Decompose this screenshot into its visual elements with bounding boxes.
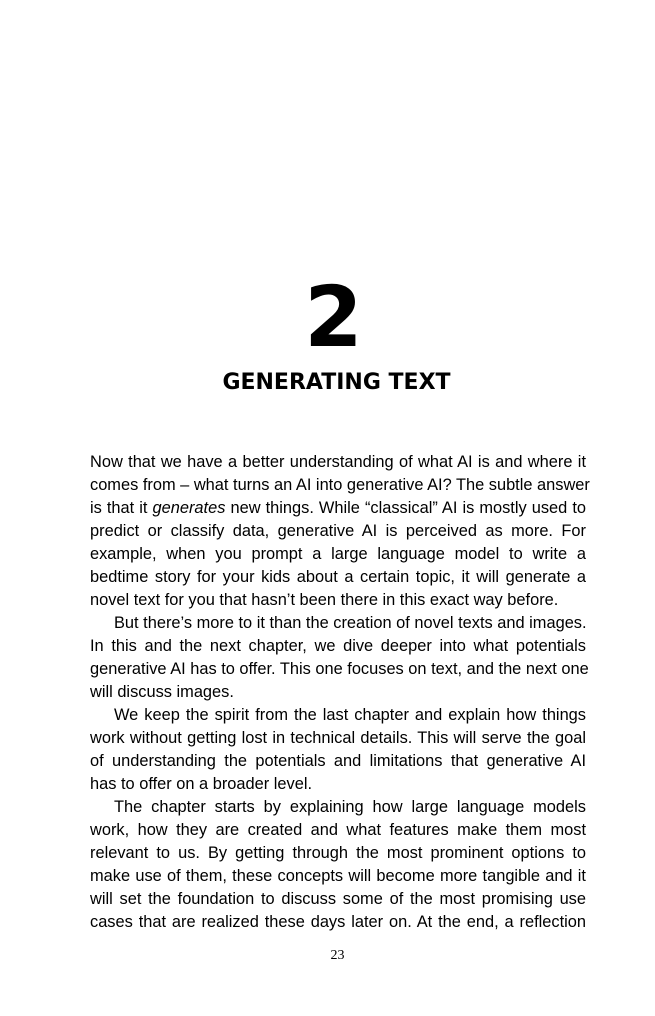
paragraph (90, 451, 590, 612)
text-line: has to offer on a broader level. (90, 775, 313, 793)
chapter-number: 2 (304, 268, 361, 366)
text-line: will set the foundation to discuss some of the most promising use (90, 890, 586, 908)
text-line: But there’s more to it than the creation of novel texts and images. (114, 614, 587, 632)
text-line: predict or classify data, generative AI is perceived as more. For (90, 522, 586, 540)
text-line: comes from – what turns an AI into generative AI? The subtle answer (90, 476, 590, 494)
text-line: example, when you prompt a large language model to write a (90, 545, 586, 563)
text-segment: is that it (90, 499, 153, 517)
emphasis-text: generates (152, 499, 226, 517)
text-line: will discuss images. (90, 683, 234, 701)
text-line: In this and the next chapter, we dive deeper into what potentials (90, 637, 586, 655)
text-line: We keep the spirit from the last chapter and explain how things (114, 706, 586, 724)
paragraph (90, 704, 586, 796)
text-line: work without getting lost in technical details. This will serve the goal (90, 729, 586, 747)
text-line: bedtime story for your kids about a certain topic, it will generate a (90, 568, 586, 586)
text-line (90, 497, 586, 520)
text-line: Now that we have a better understanding of what AI is and where it (90, 453, 586, 471)
text-line: The chapter starts by explaining how large language models (114, 798, 586, 816)
text-line: novel text for you that hasn’t been there in this exact way before. (90, 591, 559, 609)
text-line: cases that are realized these days later on. At the end, a reflection (90, 913, 586, 931)
text-segment: new things. While “classical” AI is mostly used to (225, 499, 586, 517)
chapter-body (90, 451, 590, 934)
chapter-title: GENERATING TEXT (222, 370, 451, 395)
text-line: make use of them, these concepts will become more tangible and it (90, 867, 586, 885)
text-line: relevant to us. By getting through the most prominent options to (90, 844, 586, 862)
text-line: of understanding the potentials and limitations that generative AI (90, 752, 586, 770)
paragraph (90, 796, 586, 934)
text-line: work, how they are created and what features make them most (90, 821, 586, 839)
text-line: generative AI has to offer. This one focuses on text, and the next one (90, 660, 589, 678)
page-number: 23 (330, 948, 345, 963)
paragraph (90, 612, 589, 704)
